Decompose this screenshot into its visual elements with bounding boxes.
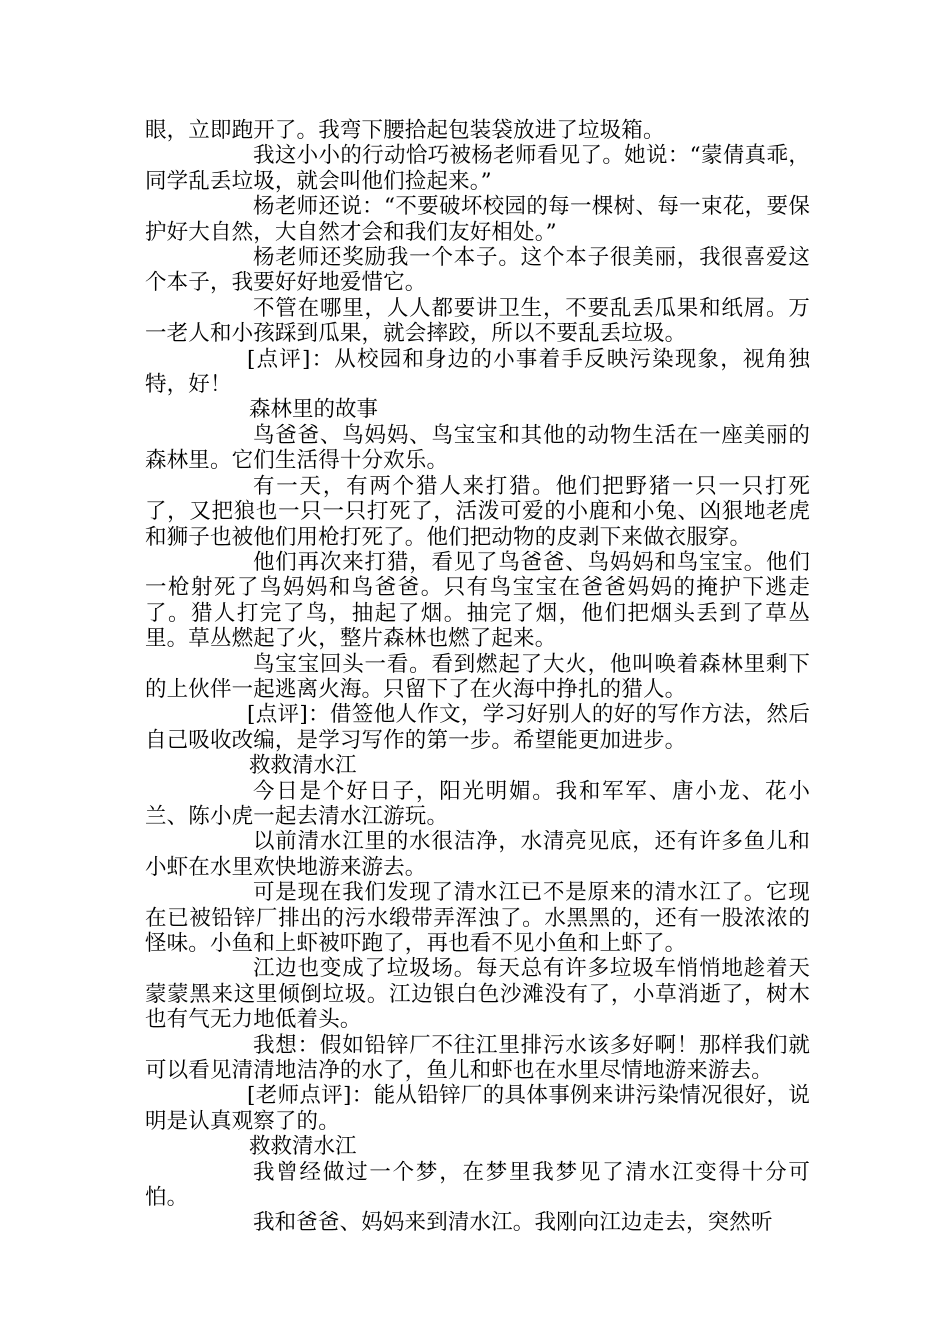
essay-title: 救救清水江 bbox=[249, 1134, 357, 1160]
essay-title: 森林里的故事 bbox=[249, 397, 379, 423]
paragraph: 我曾经做过一个梦，在梦里我梦见了清水江变得十分可怕。 bbox=[145, 1159, 810, 1211]
paragraph: 江边也变成了垃圾场。每天总有许多垃圾车悄悄地趁着天蒙蒙黑来这里倾倒垃圾。江边银白色沙滩没有了，小草消逝了，树木也有气无力地低着头。 bbox=[145, 956, 810, 1033]
essay-title: 救救清水江 bbox=[249, 753, 357, 779]
paragraph: 不管在哪里，人人都要讲卫生，不要乱丢瓜果和纸屑。万一老人和小孩踩到瓜果，就会摔跤，所以不要乱丢垃圾。 bbox=[145, 295, 810, 347]
teacher-comment: [点评]：从校园和身边的小事着手反映污染现象，视角独特，好！ bbox=[145, 346, 810, 398]
teacher-comment: [点评]：借签他人作文，学习好别人的好的写作方法，然后自己吸收改编，是学习写作的第一步。希望能更加进步。 bbox=[145, 702, 810, 753]
paragraph: 有一天，有两个猎人来打猎。他们把野猪一只一只打死了，又把狼也一只一只打死了，活泼可爱的小鹿和小兔、凶狠地老虎和狮子也被他们用枪打死了。他们把动物的皮剥下来做衣服穿。 bbox=[145, 473, 810, 550]
paragraph: 杨老师还说：“不要破坏校园的每一棵树、每一束花，要保护好大自然，大自然才会和我们友好相处。” bbox=[145, 194, 810, 245]
paragraph: 我和爸爸、妈妈来到清水江。我刚向江边走去，突然听 bbox=[253, 1210, 773, 1236]
paragraph: 眼，立即跑开了。我弯下腰拾起包装袋放进了垃圾箱。 bbox=[145, 118, 665, 143]
document-page bbox=[145, 118, 810, 1236]
paragraph: 我这小小的行动恰巧被杨老师看见了。她说：“蒙倩真乖，同学乱丢垃圾，就会叫他们捡起来。” bbox=[145, 143, 810, 194]
paragraph: 杨老师还奖励我一个本子。这个本子很美丽，我很喜爱这个本子，我要好好地爱惜它。 bbox=[145, 245, 810, 296]
teacher-comment: [老师点评]：能从铅锌厂的具体事例来讲污染情况很好，说明是认真观察了的。 bbox=[145, 1083, 810, 1134]
paragraph: 鸟爸爸、鸟妈妈、鸟宝宝和其他的动物生活在一座美丽的森林里。它们生活得十分欢乐。 bbox=[145, 422, 810, 474]
paragraph: 鸟宝宝回头一看。看到燃起了大火，他叫唤着森林里剩下的上伙伴一起逃离火海。只留下了在火海中挣扎的猎人。 bbox=[145, 651, 810, 702]
paragraph: 以前清水江里的水很洁净，水清亮见底，还有许多鱼儿和小虾在水里欢快地游来游去。 bbox=[145, 829, 810, 880]
paragraph: 我想：假如铅锌厂不往江里排污水该多好啊！那样我们就可以看见清清地洁净的水了，鱼儿和虾也在水里尽情地游来游去。 bbox=[145, 1032, 810, 1084]
paragraph: 他们再次来打猎，看见了鸟爸爸、鸟妈妈和鸟宝宝。他们一枪射死了鸟妈妈和鸟爸爸。只有鸟宝宝在爸爸妈妈的掩护下逃走了。猎人打完了鸟，抽起了烟。抽完了烟，他们把烟头丢到了草丛里。草丛燃起了火，整片森林也燃了起来。 bbox=[145, 549, 810, 652]
paragraph: 今日是个好日子，阳光明媚。我和军军、唐小龙、花小兰、陈小虎一起去清水江游玩。 bbox=[145, 778, 810, 829]
paragraph: 可是现在我们发现了清水江已不是原来的清水江了。它现在已被铅锌厂排出的污水缎带弄浑浊了。水黑黑的，还有一股浓浓的怪味。小鱼和上虾被吓跑了，再也看不见小鱼和上虾了。 bbox=[145, 880, 810, 956]
